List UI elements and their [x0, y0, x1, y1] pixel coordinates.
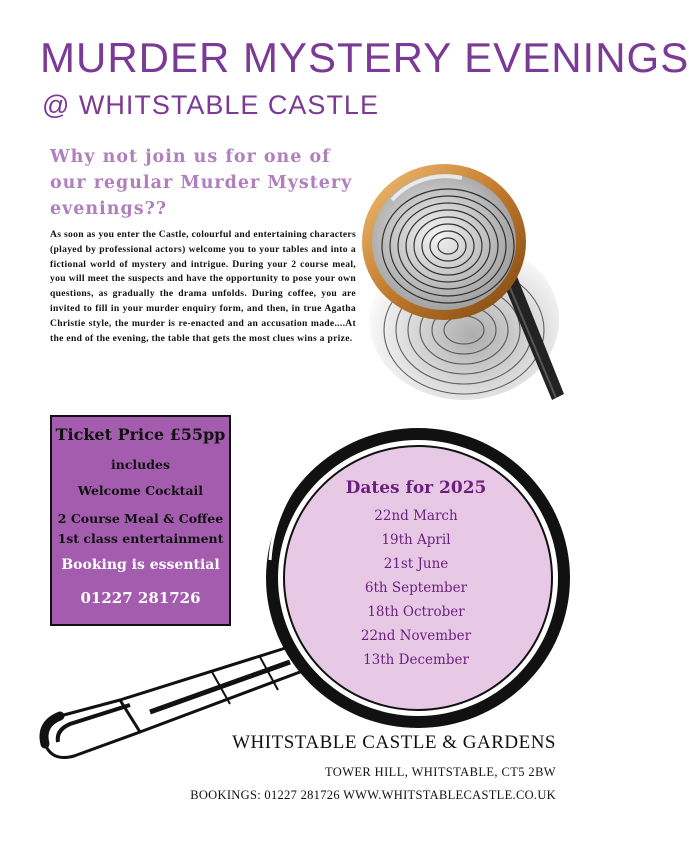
ticket-cocktail: Welcome Cocktail — [77, 483, 204, 498]
date-item: 22nd November — [360, 628, 472, 644]
venue-address: TOWER HILL, WHITSTABLE, CT5 2BW — [324, 765, 556, 779]
ticket-meal: 2 Course Meal & Coffee — [57, 511, 224, 526]
dates-title: Dates for 2025 — [345, 478, 487, 498]
date-item: 6th September — [364, 580, 468, 596]
ticket-includes-label: includes — [110, 457, 170, 472]
date-item: 18th Octrober — [367, 604, 465, 620]
date-item: 21st June — [383, 556, 449, 572]
intro-headline: Why not join us for one of our regular Murder Mystery evenings?? — [50, 147, 353, 219]
venue-name: WHITSTABLE CASTLE & GARDENS — [232, 732, 556, 753]
ticket-price: Ticket Price £55pp — [55, 425, 226, 444]
bookings-contact: BOOKINGS: 01227 281726 WWW.WHITSTABLECASTLE.CO.UK — [190, 788, 556, 802]
date-item: 19th April — [381, 532, 451, 548]
ticket-info-box — [50, 415, 231, 626]
booking-phone: 01227 281726 — [80, 589, 201, 607]
page-title: MURDER MYSTERY EVENINGS — [40, 34, 689, 81]
page-subtitle: @ WHITSTABLE CASTLE — [42, 90, 379, 120]
magnifying-glass-fingerprint-photo — [352, 150, 566, 408]
dates-list — [306, 504, 526, 672]
intro-body: As soon as you enter the Castle, colourful and entertaining characters (played by professional actors) welcome you to your tables and into a fictional world of mystery and intrigue. During your 2 course meal, you will meet the suspects and have the opportunity to pose your own questions, as gradually the drama unfolds. During coffee, you are invited to fill in your murder enquiry form, and then, in true Agatha Christie style, the murder is re-enacted and an accusation made....At the end of the evening, the table that gets the most clues wins a prize. — [50, 229, 356, 344]
dates-panel — [306, 478, 526, 672]
booking-note: Booking is essential — [61, 557, 220, 573]
date-item: 22nd March — [374, 508, 458, 524]
ticket-entertainment: 1st class entertainment — [57, 531, 224, 546]
date-item: 13th December — [363, 652, 469, 668]
